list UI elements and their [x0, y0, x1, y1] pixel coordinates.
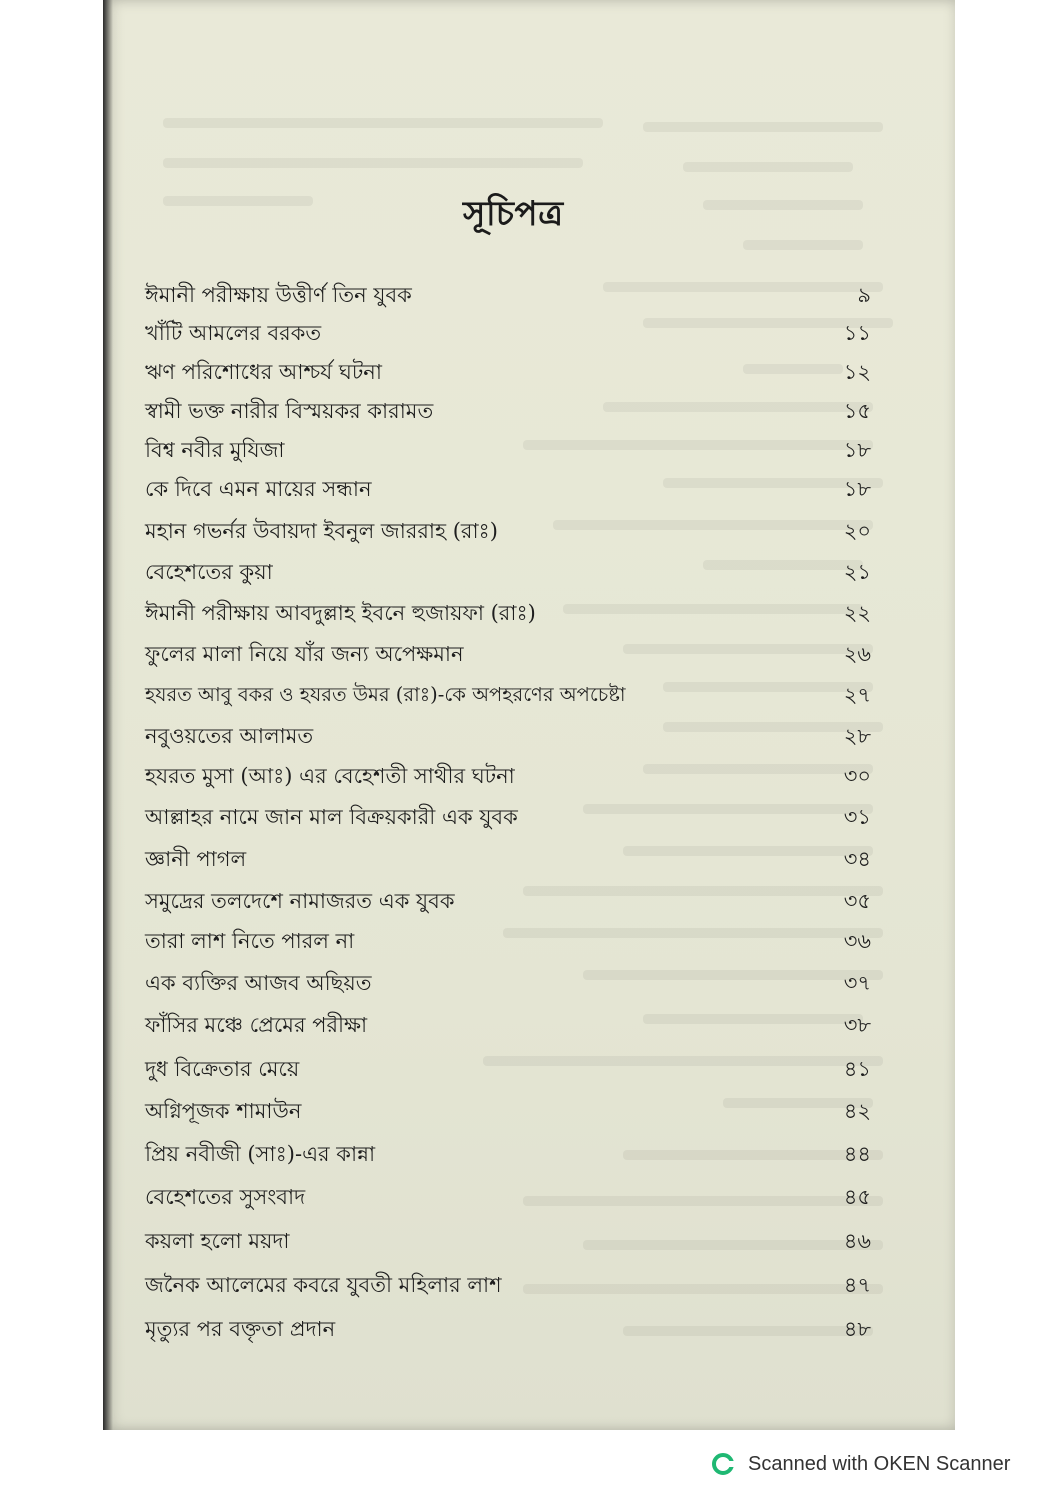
toc-entry-page: ৪৬ [843, 1229, 871, 1253]
toc-entry [103, 637, 955, 671]
toc-entry-title: নবুওয়তের আলামত [145, 724, 314, 748]
toc-entry-title: কয়লা হলো ময়দা [145, 1229, 290, 1253]
toc-entry [103, 1137, 955, 1171]
page-title: সূচিপত্র [463, 194, 564, 234]
toc-entry-page: ৯ [857, 283, 871, 307]
toc-entry [103, 555, 955, 589]
toc-entry [103, 1052, 955, 1086]
toc-entry-title: স্বামী ভক্ত নারীর বিস্ময়কর কারামত [145, 399, 434, 423]
toc-entry-page: ৩০ [843, 764, 871, 788]
toc-entry-page: ৪২ [843, 1099, 871, 1123]
toc-entry-page: ১৫ [843, 399, 871, 423]
scanner-watermark [712, 1450, 1010, 1478]
toc-entry-page: ১৮ [843, 477, 871, 501]
toc-entry [103, 924, 955, 958]
toc-entry [103, 1312, 955, 1346]
toc-entry [103, 1008, 955, 1042]
toc-entry [103, 678, 955, 712]
toc-entry-page: ৩৪ [843, 847, 871, 871]
toc-entry [103, 1094, 955, 1128]
toc-entry-page: ৪১ [843, 1057, 871, 1081]
toc-entry-page: ২৬ [843, 642, 871, 666]
toc-entry-page: ৩৮ [843, 1013, 871, 1037]
toc-entry-page: ৩৬ [843, 929, 871, 953]
toc-entry-page: ১১ [843, 321, 871, 345]
toc-entry-title: বিশ্ব নবীর মুযিজা [145, 438, 285, 462]
toc-entry-title: জনৈক আলেমের কবরে যুবতী মহিলার লাশ [145, 1273, 502, 1297]
toc-entry-title: হযরত মুসা (আঃ) এর বেহেশতী সাথীর ঘটনা [145, 764, 515, 788]
toc-entry-title: বেহেশতের সুসংবাদ [145, 1185, 306, 1209]
toc-entry [103, 355, 955, 389]
toc-entry-title: ঈমানী পরীক্ষায় আবদুল্লাহ ইবনে হুজায়ফা (রাঃ) [145, 601, 536, 625]
toc-entry-title: প্রিয় নবীজী (সাঃ)-এর কান্না [145, 1142, 376, 1166]
toc-entry-title: অগ্নিপূজক শামাউন [145, 1099, 302, 1123]
toc-entry-page: ২১ [843, 560, 871, 584]
toc-entry-title: এক ব্যক্তির আজব অছিয়ত [145, 971, 372, 995]
toc-entry [103, 433, 955, 467]
toc-entry [103, 1224, 955, 1258]
toc-entry-page: ২০ [843, 519, 871, 543]
toc-entry [103, 514, 955, 548]
toc-entry-page: ২৭ [843, 683, 871, 707]
toc-entry-page: ৪৪ [843, 1142, 871, 1166]
toc-entry-title: হযরত আবু বকর ও হযরত উমর (রাঃ)-কে অপহরণের অপচেষ্টা [145, 683, 626, 706]
page-edge-shadow [103, 0, 113, 1430]
toc-entry [103, 1180, 955, 1214]
toc-entry [103, 800, 955, 834]
toc-entry-page: ১২ [843, 360, 871, 384]
toc-entry [103, 884, 955, 918]
toc-entry-title: আল্লাহর নামে জান মাল বিক্রয়কারী এক যুবক [145, 805, 518, 829]
toc-entry [103, 596, 955, 630]
scanned-page [103, 0, 955, 1430]
toc-entry [103, 719, 955, 753]
toc-entry-title: ফুলের মালা নিয়ে যাঁর জন্য অপেক্ষমান [145, 642, 464, 666]
toc-entry [103, 316, 955, 350]
toc-entry [103, 472, 955, 506]
toc-entry-page: ৪৫ [843, 1185, 871, 1209]
toc-entry [103, 966, 955, 1000]
toc-entry-title: সমুদ্রের তলদেশে নামাজরত এক যুবক [145, 889, 455, 913]
toc-entry-title: দুধ বিক্রেতার মেয়ে [145, 1057, 300, 1081]
toc-entry-title: কে দিবে এমন মায়ের সন্ধান [145, 477, 372, 501]
toc-entry-title: তারা লাশ নিতে পারল না [145, 929, 355, 953]
toc-entry-page: ১৮ [843, 438, 871, 462]
toc-entry-page: ৩৫ [843, 889, 871, 913]
scanner-watermark-text: Scanned with OKEN Scanner [748, 1452, 1011, 1475]
toc-entry [103, 278, 955, 312]
toc-entry [103, 759, 955, 793]
toc-entry-title: জ্ঞানী পাগল [145, 847, 247, 871]
toc-entry-page: ৩৭ [843, 971, 871, 995]
toc-entry-page: ২২ [843, 601, 871, 625]
toc-entry [103, 842, 955, 876]
toc-entry-title: বেহেশতের কুয়া [145, 560, 273, 584]
oken-scanner-logo-icon [712, 1453, 734, 1475]
toc-entry [103, 394, 955, 428]
toc-entry-page: ৪৭ [843, 1273, 871, 1297]
toc-entry-page: ২৮ [843, 724, 871, 748]
toc-entry-title: ঈমানী পরীক্ষায় উত্তীর্ণ তিন যুবক [145, 283, 412, 307]
toc-entry-title: মহান গভর্নর উবায়দা ইবনুল জাররাহ (রাঃ) [145, 519, 498, 543]
toc-entry-title: ঋণ পরিশোধের আশ্চর্য ঘটনা [145, 360, 382, 384]
toc-entry-title: মৃত্যুর পর বক্তৃতা প্রদান [145, 1317, 336, 1341]
toc-entry-title: খাঁটি আমলের বরকত [145, 321, 322, 345]
toc-entry-title: ফাঁসির মঞ্চে প্রেমের পরীক্ষা [145, 1013, 368, 1037]
toc-entry-page: ৩১ [843, 805, 871, 829]
toc-entry-page: ৪৮ [843, 1317, 871, 1341]
toc-entry [103, 1268, 955, 1302]
